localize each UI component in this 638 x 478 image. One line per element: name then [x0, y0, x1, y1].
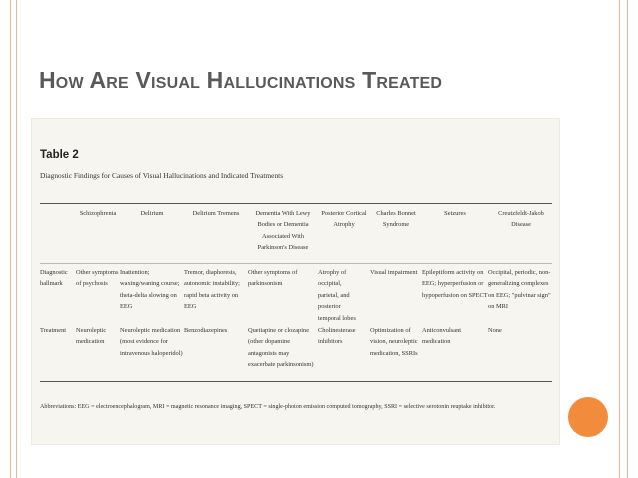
- row-label: Treatment: [40, 327, 67, 334]
- table-bottom-rule: [40, 381, 552, 382]
- column-header: Schizophrenia: [79, 210, 117, 217]
- left-border-line-inner: [16, 0, 17, 478]
- column-header: Delirium Tremens: [192, 210, 240, 217]
- table-cell: Anticonvulsant medication: [422, 327, 462, 346]
- slide-title: How Are Visual Hallucinations Treated: [39, 67, 443, 93]
- table-cell: Visual impairment: [370, 269, 418, 276]
- table-header-rule: [40, 263, 552, 264]
- column-header: Dementia With Lewy Bodies or Dementia Associated With Parkinson's Disease: [255, 210, 311, 252]
- column-header: Seizures: [444, 210, 466, 217]
- right-border-line-inner: [619, 0, 620, 478]
- column-header: Posterior Cortical Atrophy: [321, 210, 367, 229]
- table-cell: Atrophy of occipital, parietal, and posterior temporal lobes: [318, 269, 356, 322]
- table-cell: Neuroleptic medication (most evidence for intravenous haloperidol): [120, 327, 183, 357]
- table-cell: Benzodiazepines: [184, 327, 228, 334]
- table-caption: Diagnostic Findings for Causes of Visual Hallucinations and Indicated Treatments: [40, 171, 284, 180]
- right-border-line-outer: [627, 0, 628, 478]
- table-cell: Cholinesterase inhibitors: [318, 327, 356, 346]
- table-cell: Epileptiform activity on EEG; hyperperfusion or hypoperfusion on SPECT: [422, 269, 488, 299]
- table-top-rule: [40, 203, 552, 204]
- table-cell: Occipital, periodic, non- generalizing complexes on EEG; "pulvinar sign" on MRI: [488, 269, 551, 311]
- table-image-panel: [31, 118, 560, 445]
- column-header: Delirium: [140, 210, 164, 217]
- column-header: Charles Bonnet Syndrome: [376, 210, 416, 229]
- table-cell: None: [488, 327, 502, 334]
- table-abbreviations: Abbreviations: EEG = electroencephalogram, MRI = magnetic resonance imaging, SPECT = single-photon emission computed tomography, SSRI = selective serotonin reuptake inhibitor.: [40, 404, 496, 410]
- table-cell: Other symptoms of parkinsonism: [248, 269, 298, 288]
- table-cell: Optimization of vision, neuroleptic medication, SSRIs: [370, 327, 418, 357]
- table-label: Table 2: [40, 149, 79, 161]
- table-cell: Neuroleptic medication: [76, 327, 107, 346]
- column-header: Creutzfeldt-Jakob Disease: [498, 210, 544, 229]
- table-cell: Other symptoms of psychosis: [76, 269, 119, 288]
- decorative-orange-dot: [568, 397, 608, 437]
- table-cell: Quetiapine or clozapine (other dopamine antagonists may exacerbate parkinsonism): [248, 327, 314, 369]
- row-label: Diagnostic hallmark: [40, 269, 68, 288]
- table-cell: Inattention; waxing/waning course; theta-delta slowing on EEG: [120, 269, 180, 311]
- table-cell: Tremor, diaphoresis, autonomic instability; rapid beta activity on EEG: [184, 269, 240, 311]
- left-border-line-outer: [10, 0, 11, 478]
